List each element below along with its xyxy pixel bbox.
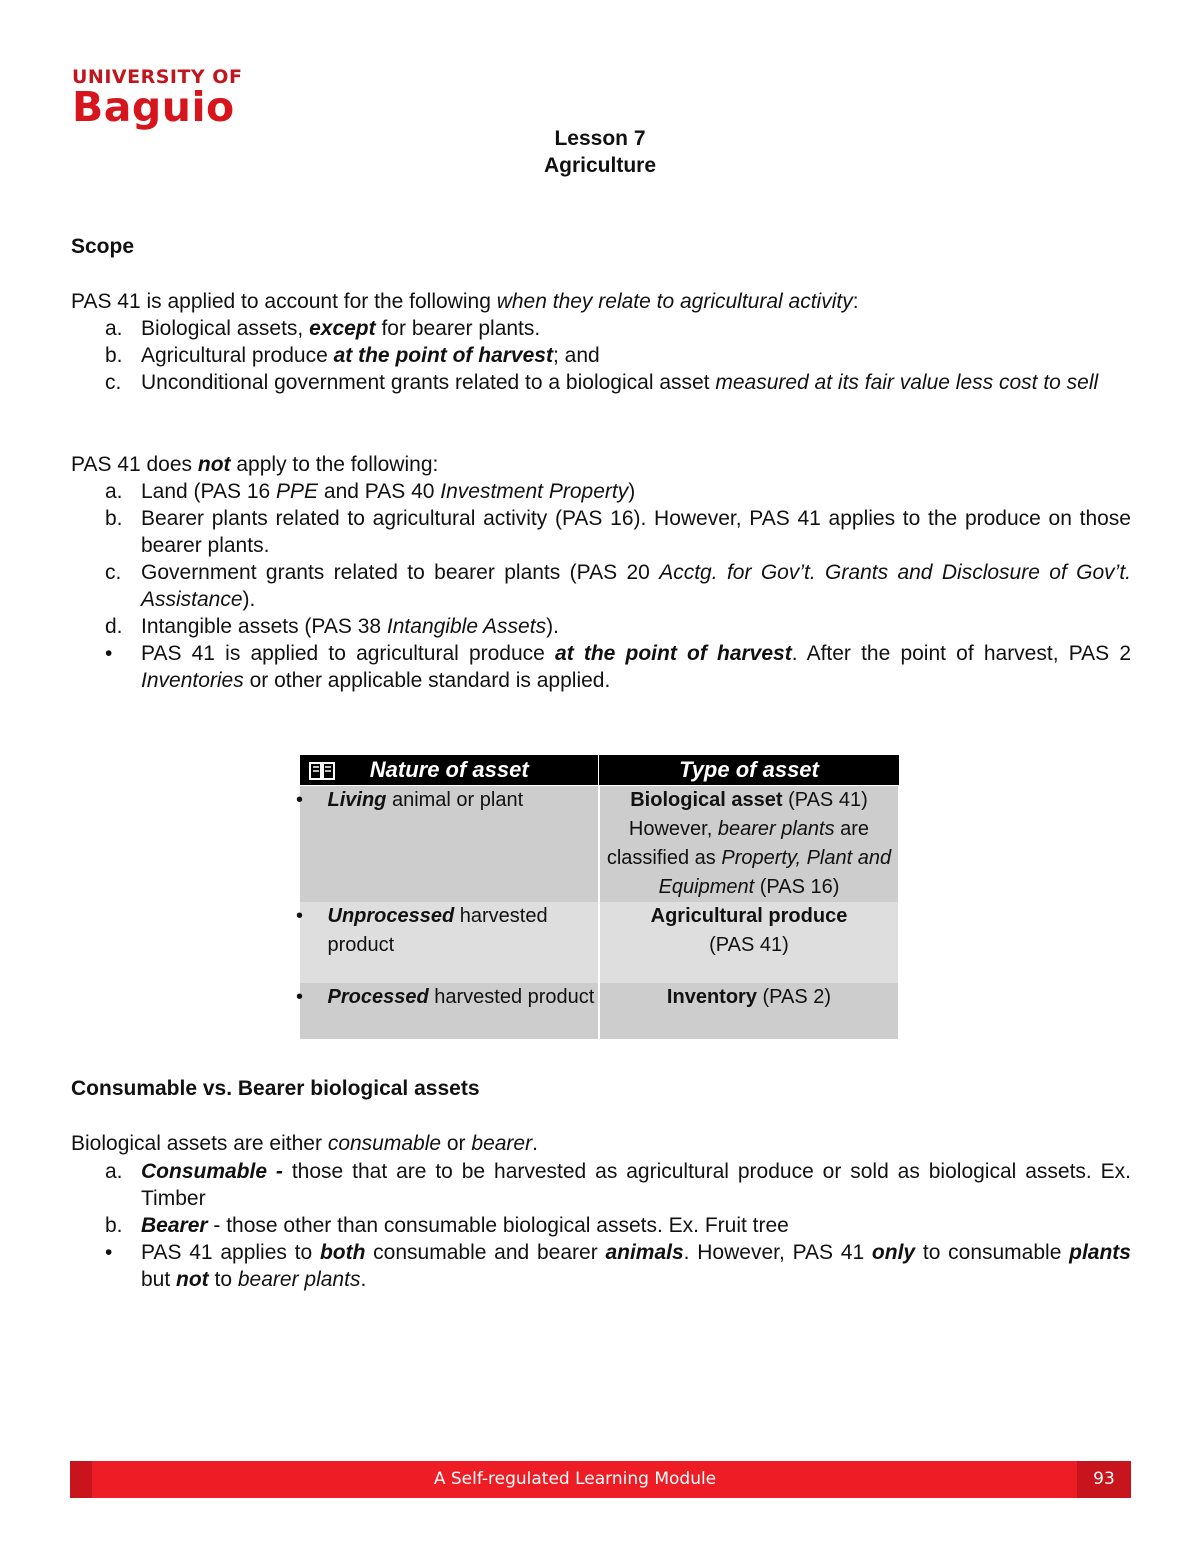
list-item <box>105 613 1131 640</box>
list-item <box>105 478 1131 505</box>
text-run: those that are to be harvested as agricultural produce or sold as biological assets. Ex. Timber <box>141 1160 1131 1210</box>
text-run: Processed <box>327 986 429 1008</box>
list-marker: • <box>105 1241 113 1264</box>
text-run: only <box>871 1241 916 1264</box>
list-marker: a. <box>105 480 123 503</box>
footer-text: A Self-regulated Learning Module <box>433 1469 717 1489</box>
text-run: (PAS 2) <box>756 986 832 1008</box>
table-cell <box>295 786 599 903</box>
text-run: Consumable - <box>141 1160 283 1183</box>
text-run: except <box>309 317 376 340</box>
list-marker: c. <box>105 561 122 584</box>
list-marker: d. <box>105 615 123 638</box>
text-run: Biological assets are either <box>71 1132 328 1155</box>
text-run: harvested product <box>327 905 548 956</box>
text-run: Intangible Assets <box>386 615 547 638</box>
table-row <box>300 902 900 983</box>
logo-top-text: UNIVERSITY OF <box>72 66 243 88</box>
text-run: bearer plants <box>717 818 835 840</box>
text-run: and PAS 40 <box>318 480 441 503</box>
text-run: Inventories <box>141 669 244 692</box>
text-run: animal or plant <box>386 789 524 811</box>
list-marker: b. <box>105 507 123 530</box>
text-run: PAS 41 does <box>71 453 198 476</box>
text-run: are classified as <box>606 818 870 869</box>
text-run: Government grants related to bearer plants (PAS 20 <box>141 561 660 584</box>
text-run: to <box>208 1268 238 1291</box>
text-run: bearer <box>471 1132 533 1155</box>
text-run: harvested product <box>428 986 595 1008</box>
text-run: Nature of asset <box>369 757 529 782</box>
text-run: Biological asset <box>630 789 783 811</box>
list-marker: c. <box>105 371 122 394</box>
text-run: not <box>197 453 231 476</box>
text-run: measured at its fair value less cost to sell <box>715 371 1099 394</box>
page-footer <box>70 1461 1131 1498</box>
text-run: However, <box>628 818 718 840</box>
list-item <box>105 315 1131 342</box>
list-marker: b. <box>105 1214 123 1237</box>
table-cell <box>295 902 599 983</box>
list-marker: b. <box>105 344 123 367</box>
table-cell <box>295 983 599 1039</box>
text-run: ). <box>546 615 559 638</box>
bullet: • <box>295 789 303 811</box>
university-logo <box>72 66 243 131</box>
list-item <box>105 1158 1131 1212</box>
bullet: • <box>295 986 303 1008</box>
list-item <box>105 342 1131 369</box>
text-run: consumable and bearer <box>365 1241 606 1264</box>
table-row <box>300 983 900 1039</box>
open-book-icon <box>308 759 336 781</box>
text-run: . <box>360 1268 367 1291</box>
text-run: (PAS 41) <box>709 934 789 956</box>
text-run: Intangible assets (PAS 38 <box>141 615 387 638</box>
text-run: - those other than consumable biological assets. Ex. Fruit tree <box>207 1214 789 1237</box>
bullet: • <box>295 905 303 927</box>
text-run: or <box>441 1132 472 1155</box>
consumable-intro <box>71 1130 1131 1157</box>
text-run: plants <box>1069 1241 1131 1264</box>
text-run: (PAS 16) <box>754 876 840 898</box>
text-run: when they relate to agricultural activity <box>496 290 853 313</box>
text-run: Unconditional government grants related to a biological asset <box>141 371 716 394</box>
text-run: ) <box>628 480 636 503</box>
text-run: or other applicable standard is applied. <box>243 669 611 692</box>
asset-classification-table <box>295 754 900 1039</box>
text-run: . However, PAS 41 <box>683 1241 872 1264</box>
list-item <box>105 1212 1131 1239</box>
list-item <box>105 1239 1131 1293</box>
scope-not-intro <box>71 451 1131 478</box>
table-cell <box>599 902 899 983</box>
text-run: animals <box>605 1241 684 1264</box>
text-run: Inventory <box>666 986 757 1008</box>
text-run: Unprocessed <box>327 905 455 927</box>
text-run: Bearer plants related to agricultural activity (PAS 16). However, PAS 41 applies to the produce on those bearer plants. <box>141 507 1131 557</box>
list-item <box>105 505 1131 559</box>
text-run: : <box>852 290 859 313</box>
text-run: Living <box>327 789 387 811</box>
list-marker: a. <box>105 317 123 340</box>
header-type-of-asset: Type of asset <box>599 755 899 786</box>
list-marker: a. <box>105 1160 123 1183</box>
text-run: . After the point of harvest, PAS 2 <box>791 642 1132 665</box>
text-run: to consumable <box>915 1241 1070 1264</box>
text-run: . <box>532 1132 538 1155</box>
text-run: PAS 41 is applied to agricultural produce <box>141 642 556 665</box>
consumable-heading: Consumable vs. Bearer biological assets <box>71 1077 480 1100</box>
text-run: for bearer plants. <box>375 317 541 340</box>
table-cell <box>599 983 899 1039</box>
text-run: (PAS 41) <box>782 789 868 811</box>
logo-main-text: Baguio <box>72 83 235 131</box>
text-run: PPE <box>276 480 319 503</box>
table-header-row <box>300 755 900 786</box>
scope-applies-intro <box>71 288 1131 315</box>
page-number: 93 <box>1077 1461 1131 1498</box>
text-run: Acctg. for Gov’t. Grants and Disclosure of Gov’t. Assistance <box>141 561 1132 611</box>
text-run: consumable <box>327 1132 442 1155</box>
text-run: PAS 41 is applied to account for the following <box>71 290 497 313</box>
text-run: at the point of harvest <box>555 642 792 665</box>
list-item <box>105 369 1131 396</box>
text-run: bearer plants <box>237 1268 361 1291</box>
table-cell <box>599 786 899 903</box>
text-run: Agricultural produce <box>650 905 848 927</box>
list-marker: • <box>105 642 113 665</box>
text-run: at the point of harvest <box>333 344 553 367</box>
text-run: ). <box>242 588 256 611</box>
text-run: Property, Plant and Equipment <box>658 847 892 898</box>
text-run: PAS 41 applies to <box>141 1241 320 1264</box>
text-run: both <box>319 1241 366 1264</box>
lesson-number: Lesson 7 <box>554 127 646 150</box>
text-run: but <box>141 1268 177 1291</box>
scope-heading: Scope <box>71 235 135 258</box>
text-run: Agricultural produce <box>141 344 334 367</box>
text-run: Biological assets, <box>141 317 310 340</box>
text-run: Land (PAS 16 <box>141 480 277 503</box>
text-run: apply to the following: <box>230 453 439 476</box>
lesson-title: Agriculture <box>543 154 656 177</box>
text-run: ; and <box>552 344 600 367</box>
text-run: Investment Property <box>440 480 629 503</box>
list-item <box>105 559 1131 613</box>
table-row <box>300 786 900 903</box>
text-run: Bearer <box>141 1214 208 1237</box>
header-nature-of-asset <box>300 755 599 786</box>
list-item <box>105 640 1131 694</box>
text-run: not <box>176 1268 209 1291</box>
